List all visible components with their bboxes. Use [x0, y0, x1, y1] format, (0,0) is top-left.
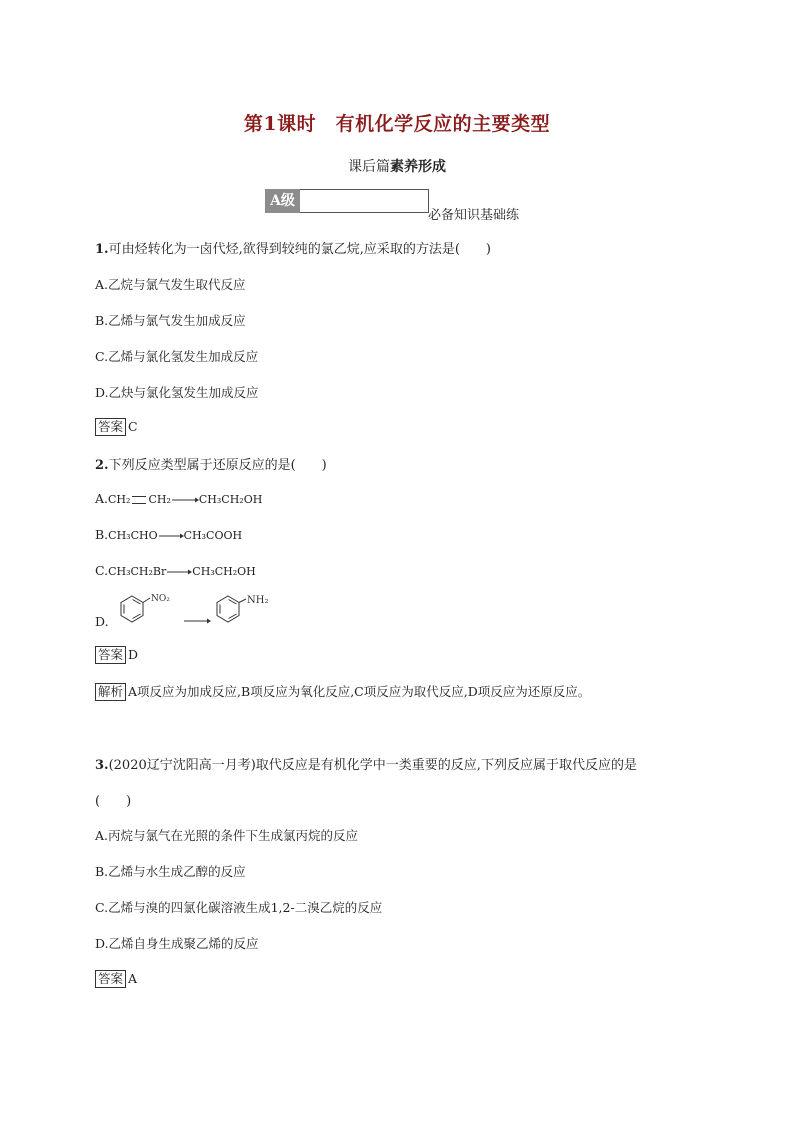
- answer-tag: 答案: [95, 970, 126, 988]
- question-number: 3.: [95, 758, 109, 773]
- formula-mid: CH₂: [148, 493, 171, 506]
- q3-option-c: C.乙烯与溴的四氯化碳溶液生成1,2-二溴乙烷的反应: [95, 900, 383, 915]
- question-stem: 下列反应类型属于还原反应的是( ): [108, 458, 327, 473]
- q1-option-a: A.乙烷与氯气发生取代反应: [95, 277, 246, 292]
- q3-option-d: D.乙烯自身生成聚乙烯的反应: [95, 936, 259, 951]
- formula-left: CH₃CH₂Br: [108, 565, 167, 578]
- bond-line: [143, 598, 150, 603]
- nitro-group: NO₂: [151, 594, 170, 604]
- question-1: [95, 238, 491, 257]
- answer-tag: 答案: [95, 418, 126, 436]
- level-box: [300, 189, 429, 213]
- question-number: 1.: [95, 242, 109, 257]
- question-number: 2.: [95, 458, 109, 473]
- formula-left: CH₂: [108, 493, 131, 506]
- q1-option-c: C.乙烯与氯化氢发生加成反应: [95, 349, 259, 364]
- option-label: C.: [95, 563, 109, 578]
- subtitle-plain: 课后篇: [348, 159, 390, 175]
- question-3: [95, 754, 637, 773]
- page-title: 第1课时 有机化学反应的主要类型: [243, 113, 551, 135]
- reaction-arrow-icon: [158, 532, 184, 540]
- reaction-arrow-icon: [166, 568, 192, 576]
- subtitle-bold: 素养形成: [390, 159, 446, 175]
- question-stem: 可由烃转化为一卤代烃,欲得到较纯的氯乙烷,应采取的方法是( ): [108, 242, 491, 257]
- question-2: [95, 454, 327, 473]
- q2-option-d-label: D.: [95, 614, 109, 629]
- analysis-text: A项反应为加成反应,B项反应为氧化反应,C项反应为取代反应,D项反应为还原反应。: [128, 684, 591, 699]
- formula-right: CH₃CH₂OH: [192, 565, 256, 578]
- bond-line: [239, 599, 246, 603]
- section-subtitle: [0, 156, 794, 176]
- q1-answer: [95, 418, 138, 436]
- question-3-stem-line2: ( ): [95, 794, 132, 809]
- formula-right: CH₃COOH: [183, 529, 243, 542]
- q2-option-b: [95, 527, 242, 542]
- q1-option-d: D.乙炔与氯化氢发生加成反应: [95, 385, 259, 400]
- option-label: A.: [95, 491, 109, 506]
- q2-analysis: [95, 682, 590, 701]
- q3-option-b: B.乙烯与水生成乙醇的反应: [95, 864, 246, 879]
- reaction-arrow-icon: [184, 619, 211, 624]
- q2-answer: [95, 646, 138, 664]
- q3-answer: [95, 970, 137, 988]
- q1-option-b: B.乙烯与氯气发生加成反应: [95, 313, 246, 328]
- benzene-ring-icon: [217, 596, 239, 622]
- benzene-ring-icon: [121, 596, 143, 622]
- q3-option-a: A.丙烷与氯气在光照的条件下生成氯丙烷的反应: [95, 828, 359, 843]
- q2-option-d-structures: [112, 590, 292, 634]
- formula-left: CH₃CHO: [108, 529, 158, 542]
- q2-option-c: [95, 563, 256, 578]
- answer-value: A: [128, 971, 138, 986]
- level-badge: A级: [265, 189, 300, 213]
- amino-group: NH₂: [247, 595, 269, 606]
- formula-right: CH₃CH₂OH: [198, 493, 263, 506]
- question-stem: (2020辽宁沈阳高一月考)取代反应是有机化学中一类重要的反应,下列反应属于取代反应的是: [108, 758, 637, 773]
- q2-option-a: [95, 491, 262, 506]
- answer-value: D: [128, 647, 139, 662]
- option-label: B.: [95, 527, 109, 542]
- analysis-tag: 解析: [95, 683, 126, 701]
- answer-tag: 答案: [95, 646, 126, 664]
- double-bond-icon: [132, 496, 146, 504]
- reaction-arrow-icon: [171, 496, 199, 504]
- level-label: 必备知识基础练: [428, 208, 520, 223]
- answer-value: C: [128, 419, 138, 434]
